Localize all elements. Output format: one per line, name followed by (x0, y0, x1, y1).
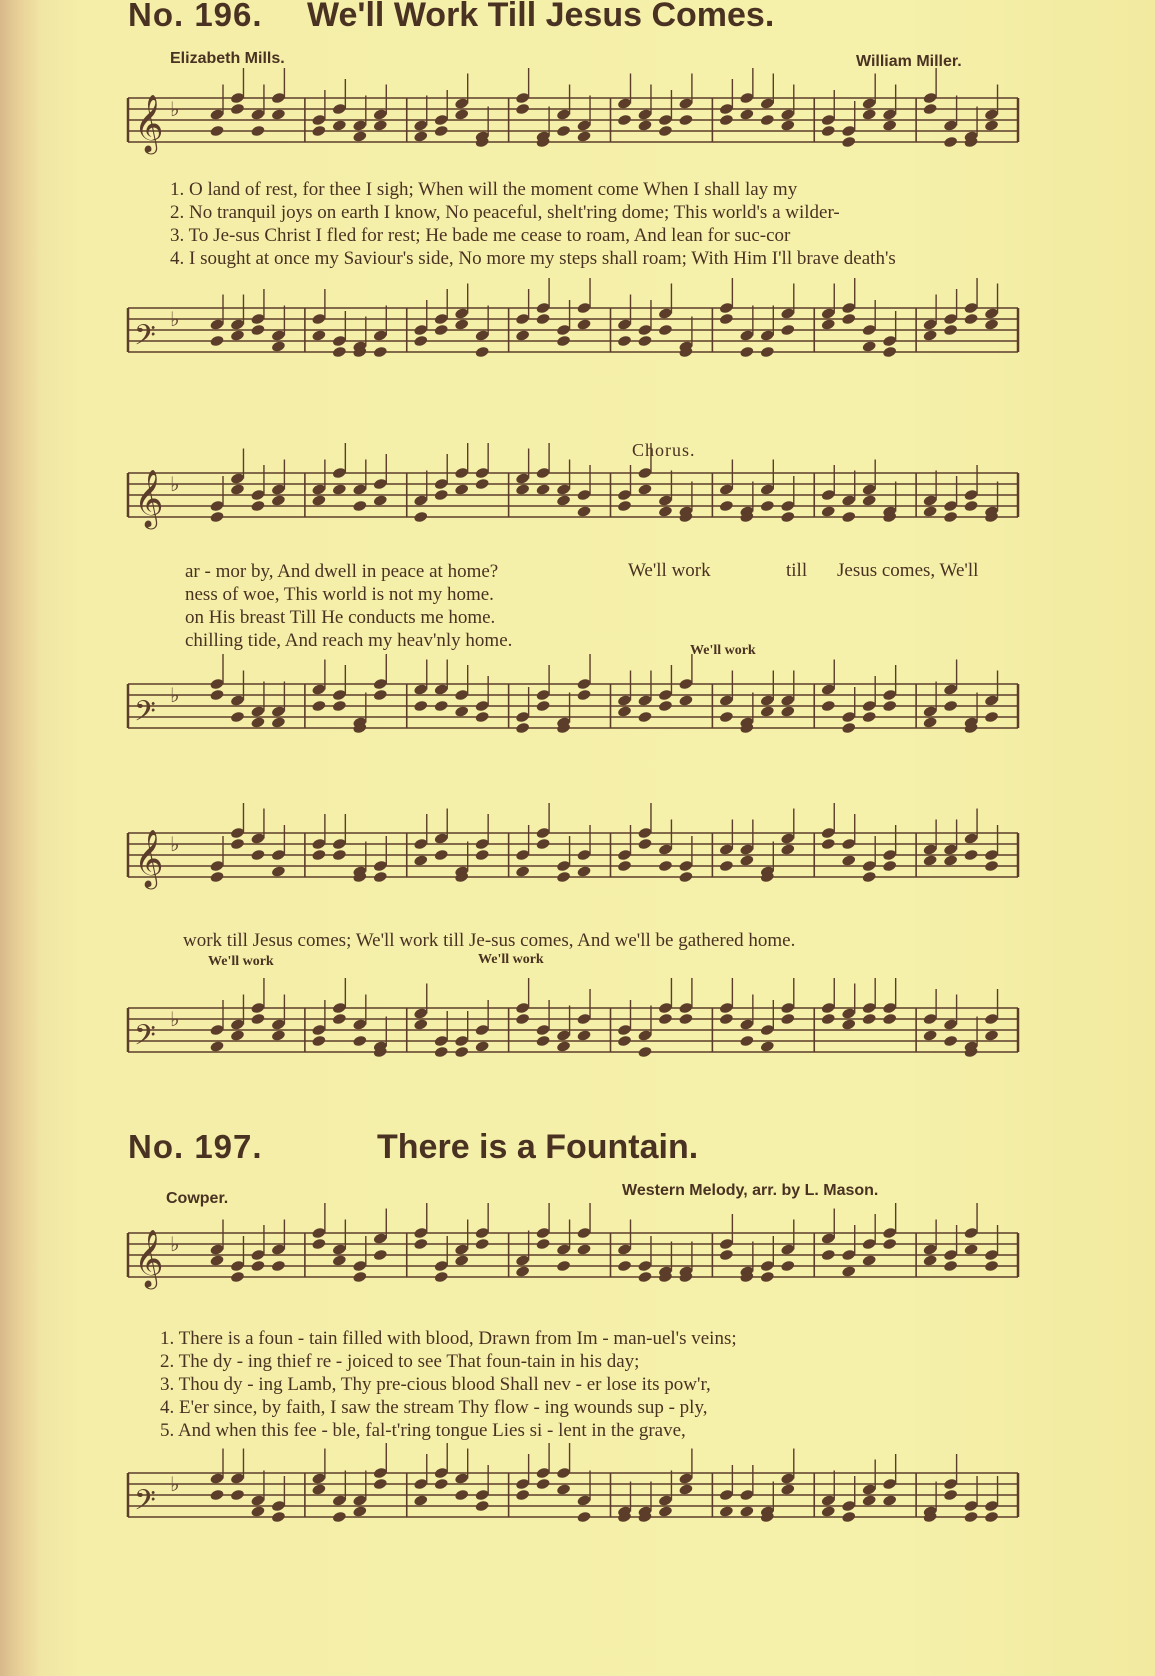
notehead (984, 1511, 999, 1524)
notehead (617, 114, 632, 127)
notehead (943, 511, 958, 524)
staff-197-1-bass (128, 1455, 1038, 1565)
notehead (841, 1018, 856, 1031)
hymn-197-heading (128, 1128, 698, 1167)
staff-196-2-bass (128, 666, 1038, 776)
notehead (556, 1483, 571, 1496)
treble-clef-icon: 𝄞 (134, 829, 164, 887)
notehead (475, 849, 490, 862)
notehead (454, 1046, 469, 1059)
notehead (373, 689, 388, 702)
notehead (841, 313, 856, 326)
staff-196-3-treble (128, 815, 1038, 925)
verse-line-4: 4. I sought at once my Saviour's side, No more my steps shall roam; With Him I'll brave death's (170, 248, 896, 269)
notehead (373, 494, 388, 507)
notehead (230, 1271, 245, 1284)
notehead (821, 318, 836, 331)
notehead (719, 114, 734, 127)
hymn-197-number: No. 197. (128, 1128, 263, 1165)
hymn-196-title: We'll Work Till Jesus Comes. (307, 0, 775, 34)
notehead (963, 313, 978, 326)
notehead (984, 119, 999, 132)
notehead (413, 1494, 428, 1507)
notehead (271, 108, 286, 121)
notehead (821, 700, 836, 713)
notehead (250, 1013, 265, 1026)
notehead (535, 700, 550, 713)
notehead (250, 716, 265, 729)
treble-clef-icon: 𝄞 (134, 94, 164, 152)
notehead (271, 1511, 286, 1524)
notehead (209, 511, 224, 524)
notehead (719, 500, 734, 513)
notehead (535, 1035, 550, 1048)
staff-197-1-treble (128, 1215, 1038, 1325)
notehead (311, 494, 326, 507)
notehead (739, 854, 754, 867)
notehead (434, 324, 449, 337)
bass-clef-icon: 𝄢 (134, 319, 156, 359)
notehead (332, 119, 347, 132)
notehead (576, 1243, 591, 1256)
notehead (678, 1483, 693, 1496)
notehead (515, 483, 530, 496)
notehead (454, 1489, 469, 1502)
notehead (780, 324, 795, 337)
notehead (862, 1254, 877, 1267)
notehead (963, 1511, 978, 1524)
notehead (311, 700, 326, 713)
notehead (271, 1029, 286, 1042)
notehead (556, 125, 571, 138)
flat-icon: ♭ (170, 683, 180, 707)
notehead (576, 865, 591, 878)
notehead (841, 1265, 856, 1278)
notehead (556, 1040, 571, 1053)
flat-icon: ♭ (170, 472, 180, 496)
verse-ending-1: ar - mor by, And dwell in peace at home? (185, 561, 499, 582)
notehead (739, 1505, 754, 1518)
notehead (617, 1260, 632, 1273)
notehead (332, 346, 347, 359)
hymn-196-lyricist: Elizabeth Mills. (170, 50, 285, 67)
chorus-label: Chorus. (632, 440, 696, 460)
notehead (271, 716, 286, 729)
notehead (780, 511, 795, 524)
notehead (984, 1029, 999, 1042)
notehead (637, 335, 652, 348)
verse-ending-2: ness of woe, This world is not my home. (185, 584, 494, 605)
notehead (780, 843, 795, 856)
chorus-lyric-1c: Jesus comes, We'll (837, 560, 979, 581)
notehead (535, 1478, 550, 1491)
staff-196-2-treble (128, 455, 1038, 565)
notehead (576, 130, 591, 143)
notehead (332, 700, 347, 713)
notehead (637, 483, 652, 496)
notehead (475, 1040, 490, 1053)
staff-196-1-treble (128, 80, 1038, 190)
notehead (658, 125, 673, 138)
notehead (984, 1260, 999, 1273)
notehead (454, 318, 469, 331)
notehead (413, 1018, 428, 1031)
notehead (209, 125, 224, 138)
notehead (250, 324, 265, 337)
notehead (434, 1271, 449, 1284)
notehead (332, 1511, 347, 1524)
bass-clef-icon: 𝄢 (134, 695, 156, 735)
notehead (413, 1238, 428, 1251)
bass-cue-wellwork: We'll work (690, 643, 756, 658)
notehead (311, 1035, 326, 1048)
notehead (475, 1500, 490, 1513)
notehead (862, 1494, 877, 1507)
notehead (434, 849, 449, 862)
notehead (821, 838, 836, 851)
notehead (515, 1013, 530, 1026)
notehead (780, 1483, 795, 1496)
notehead (576, 689, 591, 702)
hymn-196-heading (128, 0, 774, 35)
notehead (658, 700, 673, 713)
hymn-197-verses (160, 1327, 737, 1442)
hymn-197-title: There is a Fountain. (377, 1128, 699, 1166)
notehead (780, 119, 795, 132)
notehead (434, 489, 449, 502)
notehead (311, 1238, 326, 1251)
notehead (760, 1040, 775, 1053)
notehead (454, 108, 469, 121)
verse-197-line-2: 2. The dy - ing thief re - joiced to see That foun-tain in his day; (160, 1351, 640, 1372)
notehead (352, 500, 367, 513)
notehead (882, 119, 897, 132)
notehead (739, 108, 754, 121)
notehead (271, 494, 286, 507)
notehead (352, 1035, 367, 1048)
notehead (658, 1013, 673, 1026)
notehead (922, 1254, 937, 1267)
notehead (475, 478, 490, 491)
notehead (943, 1260, 958, 1273)
bass-clef-icon: 𝄢 (134, 1019, 156, 1059)
chorus-lyric-2: work till Jesus comes; We'll work till Je-sus comes, And we'll be gathered home. (183, 930, 796, 951)
notehead (515, 103, 530, 116)
notehead (637, 119, 652, 132)
notehead (943, 324, 958, 337)
notehead (250, 125, 265, 138)
notehead (882, 700, 897, 713)
notehead (760, 346, 775, 359)
notehead (841, 722, 856, 735)
notehead (922, 329, 937, 342)
treble-clef-icon: 𝄞 (134, 469, 164, 527)
notehead (658, 505, 673, 518)
flat-icon: ♭ (170, 1472, 180, 1496)
notehead (209, 1489, 224, 1502)
flat-icon: ♭ (170, 1232, 180, 1256)
notehead (373, 1249, 388, 1262)
notehead (352, 130, 367, 143)
notehead (556, 335, 571, 348)
hymn-196-verse-endings (185, 560, 512, 652)
notehead (922, 1029, 937, 1042)
notehead (454, 483, 469, 496)
notehead (760, 1271, 775, 1284)
notehead (535, 313, 550, 326)
notehead (821, 505, 836, 518)
notehead (760, 705, 775, 718)
notehead (332, 849, 347, 862)
hymn-197-lyricist: Cowper. (166, 1190, 229, 1207)
notehead (922, 103, 937, 116)
notehead (250, 1505, 265, 1518)
notehead (943, 1035, 958, 1048)
notehead (678, 871, 693, 884)
notehead (311, 125, 326, 138)
notehead (943, 136, 958, 149)
notehead (250, 500, 265, 513)
notehead (352, 1271, 367, 1284)
notehead (637, 1046, 652, 1059)
notehead (882, 1013, 897, 1026)
verse-ending-3: on His breast Till He conducts me home. (185, 607, 496, 628)
staff-196-1-bass (128, 290, 1038, 400)
notehead (963, 500, 978, 513)
notehead (943, 700, 958, 713)
notehead (841, 511, 856, 524)
notehead (250, 849, 265, 862)
notehead (719, 860, 734, 873)
verse-197-line-3: 3. Thou dy - ing Lamb, Thy pre-cious blood Shall nev - er lose its pow'r, (160, 1374, 711, 1395)
notehead (821, 125, 836, 138)
notehead (658, 860, 673, 873)
notehead (576, 1511, 591, 1524)
notehead (637, 838, 652, 851)
bass-clef-icon: 𝄢 (134, 1484, 156, 1524)
notehead (373, 346, 388, 359)
notehead (576, 505, 591, 518)
notehead (841, 854, 856, 867)
notehead (984, 318, 999, 331)
notehead (617, 500, 632, 513)
notehead (413, 854, 428, 867)
notehead (821, 1505, 836, 1518)
notehead (454, 705, 469, 718)
flat-icon: ♭ (170, 1007, 180, 1031)
notehead (984, 711, 999, 724)
notehead (719, 1505, 734, 1518)
hymn-196-verses (170, 178, 896, 270)
verse-197-line-1: 1. There is a foun - tain filled with blood, Drawn from Im - man-uel's veins; (160, 1328, 737, 1349)
notehead (475, 1238, 490, 1251)
notehead (576, 1029, 591, 1042)
notehead (311, 1483, 326, 1496)
notehead (230, 838, 245, 851)
notehead (271, 1260, 286, 1273)
chorus-lyric-1b: till (786, 560, 808, 581)
notehead (556, 494, 571, 507)
notehead (230, 1029, 245, 1042)
notehead (373, 871, 388, 884)
notehead (230, 1489, 245, 1502)
notehead (963, 1243, 978, 1256)
notehead (617, 705, 632, 718)
notehead (617, 860, 632, 873)
notehead (271, 340, 286, 353)
notehead (475, 346, 490, 359)
notehead (209, 689, 224, 702)
notehead (963, 849, 978, 862)
notehead (617, 1035, 632, 1048)
flat-icon: ♭ (170, 307, 180, 331)
notehead (434, 700, 449, 713)
notehead (658, 1505, 673, 1518)
notehead (515, 329, 530, 342)
treble-clef-icon: 𝄞 (134, 1229, 164, 1287)
notehead (862, 494, 877, 507)
notehead (230, 103, 245, 116)
notehead (230, 711, 245, 724)
notehead (678, 694, 693, 707)
notehead (862, 108, 877, 121)
staff-196-3-bass (128, 990, 1038, 1100)
bass-cue-1: We'll work (208, 954, 274, 969)
notehead (352, 1505, 367, 1518)
notehead (515, 1489, 530, 1502)
notehead (515, 865, 530, 878)
notehead (719, 313, 734, 326)
notehead (556, 871, 571, 884)
notehead (678, 1013, 693, 1026)
notehead (413, 511, 428, 524)
notehead (862, 711, 877, 724)
notehead (311, 329, 326, 342)
notehead (332, 1013, 347, 1026)
notehead (271, 865, 286, 878)
notehead (862, 871, 877, 884)
flat-icon: ♭ (170, 832, 180, 856)
notehead (841, 1511, 856, 1524)
notehead (434, 1046, 449, 1059)
verse-line-1: 1. O land of rest, for thee I sigh; When will the moment come When I shall lay my (170, 179, 798, 200)
notehead (556, 1260, 571, 1273)
notehead (209, 1254, 224, 1267)
notehead (821, 1249, 836, 1262)
notehead (678, 114, 693, 127)
notehead (535, 483, 550, 496)
notehead (576, 318, 591, 331)
notehead (515, 1265, 530, 1278)
notehead (943, 1489, 958, 1502)
chorus-lyric-1a: We'll work (628, 560, 711, 581)
notehead (230, 329, 245, 342)
notehead (922, 505, 937, 518)
notehead (230, 483, 245, 496)
notehead (535, 1238, 550, 1251)
notehead (454, 1254, 469, 1267)
page-edge-shading (0, 0, 40, 1676)
notehead (821, 1013, 836, 1026)
notehead (780, 1260, 795, 1273)
notehead (535, 838, 550, 851)
notehead (617, 335, 632, 348)
notehead (841, 136, 856, 149)
notehead (719, 1013, 734, 1026)
notehead (209, 1040, 224, 1053)
verse-line-2: 2. No tranquil joys on earth I know, No peaceful, shelt'ring dome; This world's a wilder- (170, 202, 840, 223)
hymn-196-composer: William Miller. (856, 53, 962, 70)
notehead (373, 119, 388, 132)
notehead (373, 1478, 388, 1491)
notehead (862, 1013, 877, 1026)
notehead (413, 130, 428, 143)
notehead (882, 860, 897, 873)
notehead (882, 1494, 897, 1507)
notehead (413, 700, 428, 713)
notehead (209, 335, 224, 348)
flat-icon: ♭ (170, 97, 180, 121)
notehead (719, 1249, 734, 1262)
verse-ending-4: chilling tide, And reach my heav'nly home. (185, 630, 513, 651)
notehead (515, 722, 530, 735)
notehead (332, 483, 347, 496)
notehead (922, 854, 937, 867)
notehead (637, 711, 652, 724)
notehead (311, 849, 326, 862)
notehead (413, 335, 428, 348)
verse-197-line-4: 4. E'er since, by faith, I saw the stream Thy flow - ing wounds sup - ply, (160, 1397, 708, 1418)
notehead (780, 705, 795, 718)
notehead (862, 340, 877, 353)
notehead (250, 1260, 265, 1273)
notehead (882, 346, 897, 359)
notehead (332, 1254, 347, 1267)
notehead (882, 1238, 897, 1251)
notehead (739, 1035, 754, 1048)
verse-197-line-5: 5. And when this fee - ble, fal-t'ring tongue Lies si - lent in the grave, (160, 1420, 686, 1441)
notehead (760, 114, 775, 127)
notehead (739, 346, 754, 359)
notehead (637, 1271, 652, 1284)
hymn-196-number: No. 196. (128, 0, 263, 33)
notehead (475, 711, 490, 724)
bass-cue-2: We'll work (478, 952, 544, 967)
hymn-197-composer: Western Melody, arr. by L. Mason. (622, 1182, 879, 1199)
verse-line-3: 3. To Je-sus Christ I fled for rest; He bade me cease to roam, And lean for suc-cor (170, 225, 791, 246)
notehead (780, 1013, 795, 1026)
notehead (760, 500, 775, 513)
notehead (434, 125, 449, 138)
notehead (922, 716, 937, 729)
notehead (658, 324, 673, 337)
notehead (943, 854, 958, 867)
notehead (434, 1478, 449, 1491)
notehead (209, 871, 224, 884)
notehead (984, 860, 999, 873)
notehead (719, 711, 734, 724)
